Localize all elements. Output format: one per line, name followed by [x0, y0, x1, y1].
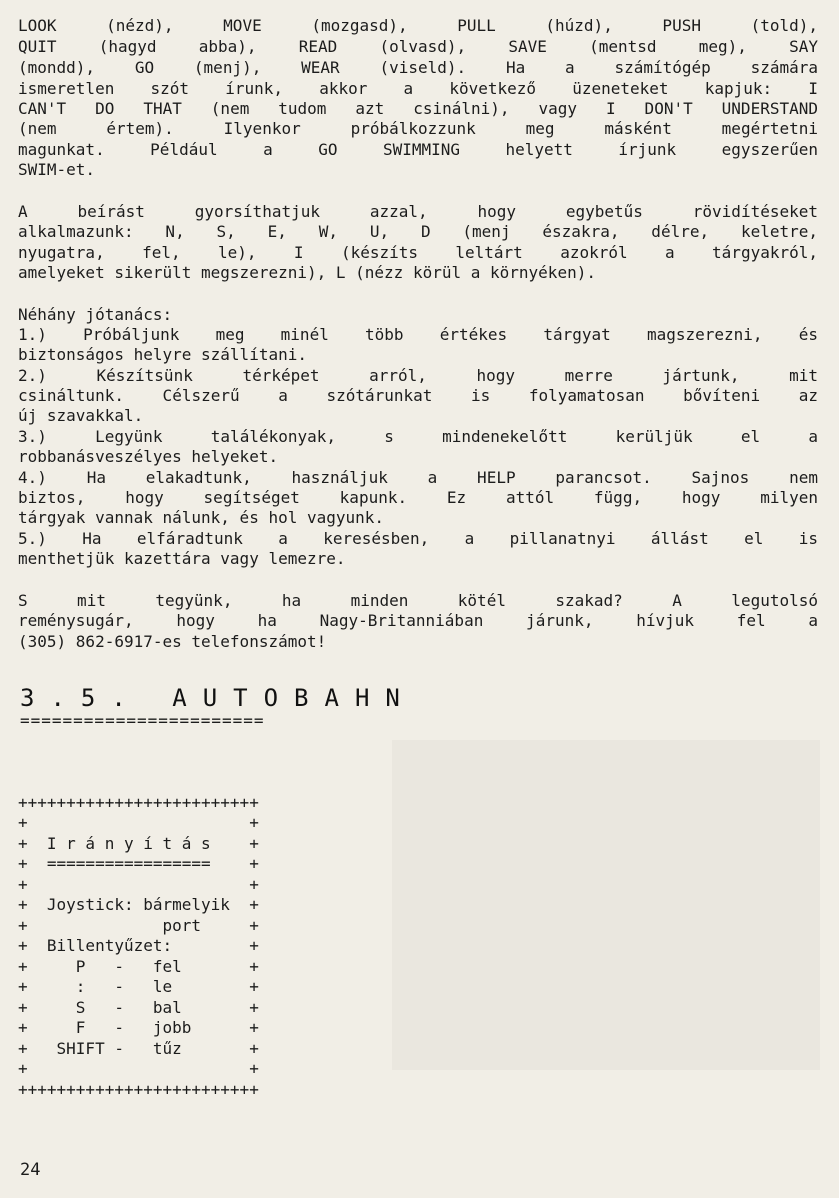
tip-line: biztonságos helyre szállítani. [18, 345, 307, 364]
tip-line: 2.) Készítsünk térképet arról, hogy merre jártunk, mit [18, 366, 818, 385]
tip-line: biztos, hogy segítséget kapunk. Ez attól függ, hogy milyen [18, 488, 818, 507]
controls-box-line: + + [18, 1059, 259, 1078]
controls-box-line: + SHIFT - tűz + [18, 1039, 259, 1058]
controls-box-line: + Joystick: bármelyik + [18, 895, 259, 914]
paragraph-1-line: SWIM-et. [18, 160, 96, 179]
tip-line: 5.) Ha elfáradtunk a keresésben, a pillanatnyi állást el is [18, 529, 818, 548]
paragraph-1-line: magunkat. Például a GO SWIMMING helyett írjunk egyszerűen [18, 140, 818, 159]
tips-heading: Néhány jótanács: [18, 305, 173, 324]
controls-box-line: + I r á n y í t á s + [18, 834, 259, 853]
controls-box-line: +++++++++++++++++++++++++ [18, 1080, 259, 1099]
tip-line: robbanásveszélyes helyeket. [18, 447, 279, 466]
tip-line: új szavakkal. [18, 406, 144, 425]
bleed-through-shadow [392, 740, 820, 1070]
paragraph-1-line: (nem értem). Ilyenkor próbálkozzunk meg másként megértetni [18, 119, 818, 138]
paragraph-3-line: reménysugár, hogy ha Nagy-Britanniában járunk, hívjuk fel a [18, 611, 818, 630]
tip-line: 4.) Ha elakadtunk, használjuk a HELP parancsot. Sajnos nem [18, 468, 818, 487]
controls-box-line: + P - fel + [18, 957, 259, 976]
controls-box-line: + ================= + [18, 854, 259, 873]
controls-box-line: + : - le + [18, 977, 259, 996]
tip-line: tárgyak vannak nálunk, és hol vagyunk. [18, 508, 385, 527]
paragraph-1-line: LOOK (nézd), MOVE (mozgasd), PULL (húzd), PUSH (told), [18, 16, 818, 35]
paragraph-1-line: QUIT (hagyd abba), READ (olvasd), SAVE (mentsd meg), SAY [18, 37, 818, 56]
controls-box-line: +++++++++++++++++++++++++ [18, 793, 259, 812]
paragraph-1-line: ismeretlen szót írunk, akkor a következő üzeneteket kapjuk: I [18, 79, 818, 98]
paragraph-2-line: A beírást gyorsíthatjuk azzal, hogy egybetűs rövidítéseket [18, 202, 818, 221]
paragraph-2-line: alkalmazunk: N, S, E, W, U, D (menj északra, délre, keletre, [18, 222, 818, 241]
tip-line: 1.) Próbáljunk meg minél több értékes tárgyat magszerezni, és [18, 325, 818, 344]
controls-box-line: + + [18, 875, 259, 894]
tip-line: csináltunk. Célszerű a szótárunkat is folyamatosan bővíteni az [18, 386, 818, 405]
paragraph-2-line: amelyeket sikerült megszerezni), L (nézz körül a környéken). [18, 263, 596, 282]
controls-box-line: + Billentyűzet: + [18, 936, 259, 955]
page-number: 24 [20, 1160, 41, 1180]
paragraph-2-line: nyugatra, fel, le), I (készíts leltárt azokról a tárgyakról, [18, 243, 818, 262]
controls-box-line: + S - bal + [18, 998, 259, 1017]
controls-box-line: + F - jobb + [18, 1018, 259, 1037]
section-heading-rule: ======================= [20, 711, 265, 730]
tip-line: menthetjük kazettára vagy lemezre. [18, 549, 346, 568]
section-heading: 3.5. AUTOBAHN [20, 684, 416, 712]
paragraph-3-line: (305) 862-6917-es telefonszámot! [18, 632, 327, 651]
paragraph-1-line: (mondd), GO (menj), WEAR (viseld). Ha a számítógép számára [18, 58, 818, 77]
tip-line: 3.) Legyünk találékonyak, s mindenekelőtt kerüljük el a [18, 427, 818, 446]
controls-box-line: + + [18, 813, 259, 832]
paragraph-1-line: CAN'T DO THAT (nem tudom azt csinálni), vagy I DON'T UNDERSTAND [18, 99, 818, 118]
paragraph-3-line: S mit tegyünk, ha minden kötél szakad? A legutolsó [18, 591, 818, 610]
controls-box-line: + port + [18, 916, 259, 935]
